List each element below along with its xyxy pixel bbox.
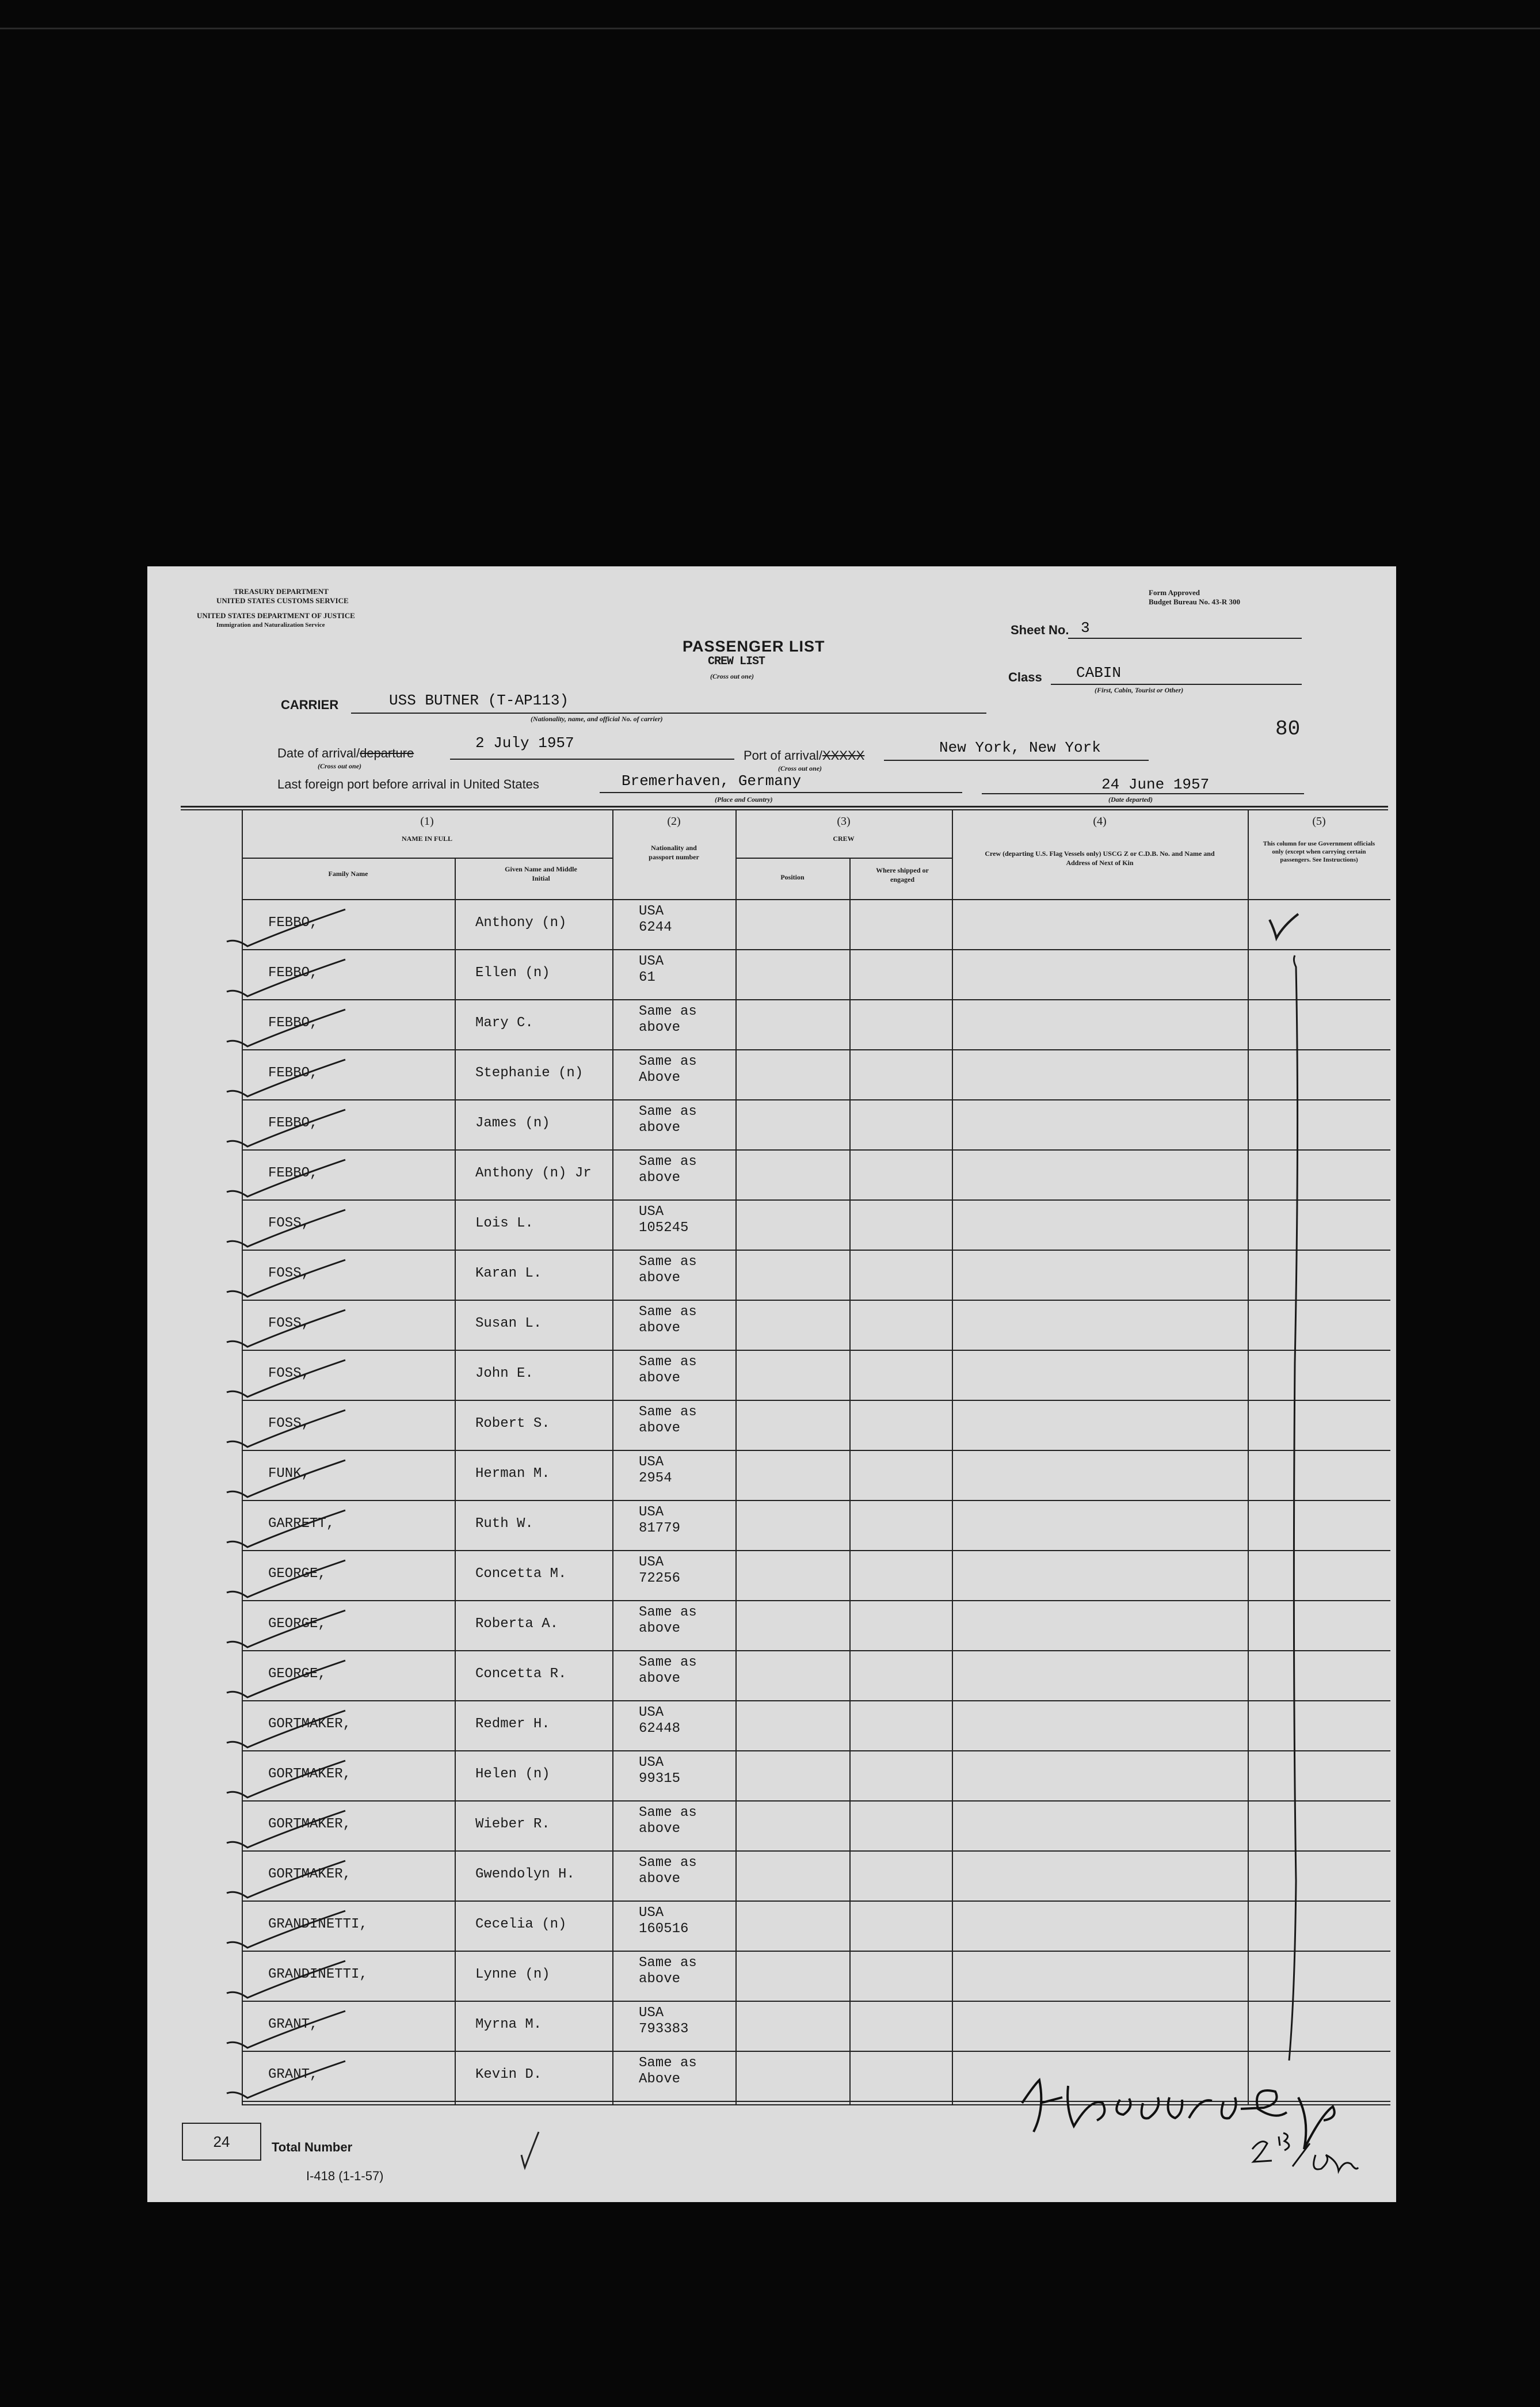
nationality-passport-cell: USA 6244 (639, 904, 672, 935)
given-name-cell: Anthony (n) (475, 915, 567, 931)
date-departed-note: (Date departed) (1108, 795, 1153, 803)
agency-line-3: UNITED STATES DEPARTMENT OF JUSTICE (197, 611, 355, 620)
cross-out-note: (Cross out one) (710, 672, 754, 680)
nationality-passport-cell: Same as above (639, 1354, 697, 1386)
family-name-cell: FOSS, (268, 1266, 310, 1281)
total-number-box: 24 (182, 2123, 261, 2161)
given-name-cell: John E. (475, 1366, 533, 1381)
family-name-cell: GRANT, (268, 2017, 318, 2032)
last-port-underline (600, 792, 962, 793)
total-number-label: Total Number (272, 2140, 353, 2154)
passenger-table (242, 810, 1390, 2105)
class-label: Class (1008, 670, 1042, 684)
col5-header (1248, 815, 1390, 864)
col2-title: Nationality and passport number (649, 844, 699, 861)
given-name-header: Given Name and Middle Initial (505, 865, 577, 882)
family-name-cell: GEORGE, (268, 1566, 326, 1582)
nationality-passport-cell: USA 160516 (639, 1905, 689, 1937)
date-of-arrival-value: 2 July 1957 (475, 734, 574, 752)
table-row (242, 1651, 1390, 1701)
last-port-label: Last foreign port before arrival in United States (277, 777, 539, 791)
official-check-mark (1266, 902, 1335, 2065)
date-label-prefix: Date of arrival/ (277, 746, 360, 760)
class-underline (1051, 684, 1302, 685)
given-name-cell: Helen (n) (475, 1766, 550, 1782)
family-name-cell: FEBBO, (268, 915, 318, 931)
family-name-cell: GEORGE, (268, 1616, 326, 1632)
table-row (242, 1100, 1390, 1151)
nationality-passport-cell: Same as above (639, 1605, 697, 1636)
port-of-arrival-value: New York, New York (939, 739, 1101, 756)
family-name-cell: FEBBO, (268, 1166, 318, 1181)
table-row (242, 1701, 1390, 1751)
col5-number: (5) (1312, 815, 1326, 828)
table-row (242, 1451, 1390, 1501)
date-departed-value: 24 June 1957 (1101, 776, 1210, 793)
family-name-cell: FEBBO, (268, 1065, 318, 1081)
date-of-arrival-label (277, 746, 414, 761)
given-name-cell: Roberta A. (475, 1616, 559, 1632)
table-row (242, 950, 1390, 1000)
family-name-cell: GARRETT, (268, 1516, 335, 1532)
nationality-passport-cell: USA 81779 (639, 1505, 681, 1536)
carrier-underline (351, 713, 986, 714)
col3-title: CREW (833, 835, 855, 843)
col1-title: NAME IN FULL (401, 835, 452, 843)
given-name-cell: Ruth W. (475, 1516, 533, 1532)
table-row (242, 1501, 1390, 1551)
where-shipped-header: Where shipped or engaged (876, 866, 929, 883)
page-title: PASSENGER LIST (683, 638, 825, 655)
nationality-passport-cell: Same as above (639, 1404, 697, 1436)
col4-header (952, 815, 1248, 867)
table-row (242, 1301, 1390, 1351)
family-name-cell: GEORGE, (268, 1666, 326, 1682)
nationality-passport-cell: Same as above (639, 1154, 697, 1186)
family-name-cell: FOSS, (268, 1366, 310, 1381)
nationality-passport-cell: Same as above (639, 1655, 697, 1686)
col2-number: (2) (667, 815, 681, 828)
header-rule-1 (181, 806, 1388, 808)
family-name-cell: GRANDINETTI, (268, 1917, 368, 1932)
given-name-cell: Myrna M. (475, 2017, 542, 2032)
class-note: (First, Cabin, Tourist or Other) (1095, 686, 1184, 694)
col3-header (735, 815, 952, 843)
family-name-cell: GORTMAKER, (268, 1816, 352, 1832)
port-underline (884, 760, 1149, 761)
nationality-passport-cell: Same as above (639, 1304, 697, 1336)
col1-number: (1) (420, 815, 434, 828)
date-departed-underline (982, 793, 1304, 794)
table-row (242, 1251, 1390, 1301)
family-name-cell: FOSS, (268, 1416, 310, 1431)
given-name-cell: Mary C. (475, 1015, 533, 1031)
given-name-cell: Herman M. (475, 1466, 550, 1481)
sheet-label: Sheet No. (1011, 623, 1069, 637)
nationality-passport-cell: Same as above (639, 1855, 697, 1887)
col3-subheader-rule (735, 858, 952, 859)
family-name-cell: GRANT, (268, 2067, 318, 2082)
table-row (242, 1551, 1390, 1601)
port-cross-note: (Cross out one) (778, 764, 822, 772)
table-row (242, 1151, 1390, 1201)
port-label-struck: XXXXX (822, 748, 865, 763)
table-row (242, 1802, 1390, 1852)
family-name-cell: GORTMAKER, (268, 1867, 352, 1882)
table-row (242, 900, 1390, 950)
class-value: CABIN (1076, 664, 1122, 681)
family-name-cell: FOSS, (268, 1316, 310, 1331)
date-underline (450, 759, 734, 760)
nationality-passport-cell: Same as above (639, 1104, 697, 1136)
nationality-passport-cell: Same as Above (639, 1054, 697, 1086)
family-name-cell: GORTMAKER, (268, 1766, 352, 1782)
nationality-passport-cell: USA 105245 (639, 1204, 689, 1236)
given-name-cell: Wieber R. (475, 1816, 550, 1832)
agency-line-4: Immigration and Naturalization Service (216, 622, 325, 629)
given-name-cell: Robert S. (475, 1416, 550, 1431)
given-name-cell: Karan L. (475, 1266, 542, 1281)
family-name-cell: FEBBO, (268, 1015, 318, 1031)
given-name-cell: Ellen (n) (475, 965, 550, 981)
agency-line-2: UNITED STATES CUSTOMS SERVICE (216, 596, 349, 605)
nationality-passport-cell: Same as above (639, 1254, 697, 1286)
col5-title: This column for use Government officials only (except when carrying certain passengers. See Instructions) (1263, 840, 1375, 863)
table-row (242, 1902, 1390, 1952)
col1-subheader-rule (242, 858, 612, 859)
col4-number: (4) (1093, 815, 1107, 828)
nationality-passport-cell: Same as Above (639, 2055, 697, 2087)
family-name-cell: FOSS, (268, 1216, 310, 1231)
carrier-note: (Nationality, name, and official No. of carrier) (531, 715, 663, 723)
col3-number: (3) (837, 815, 851, 828)
family-name-header: Family Name (328, 870, 368, 878)
col2-header (612, 815, 735, 862)
given-name-cell: Susan L. (475, 1316, 542, 1331)
table-row (242, 1952, 1390, 2002)
passenger-list-sheet (147, 566, 1396, 2202)
table-row (242, 1351, 1390, 1401)
form-approved: Form Approved (1149, 588, 1200, 597)
table-row (242, 1401, 1390, 1451)
given-name-cell: Cecelia (n) (475, 1917, 567, 1932)
nationality-passport-cell: USA 99315 (639, 1755, 681, 1787)
agency-line-1: TREASURY DEPARTMENT (234, 587, 329, 596)
given-name-cell: Lynne (n) (475, 1967, 550, 1982)
table-row (242, 2002, 1390, 2052)
top-edge-line (0, 28, 1540, 29)
table-row (242, 1000, 1390, 1050)
date-cross-note: (Cross out one) (318, 762, 362, 770)
table-row (242, 1852, 1390, 1902)
position-header: Position (780, 873, 805, 881)
nationality-passport-cell: USA 72256 (639, 1555, 681, 1586)
given-name-cell: Stephanie (n) (475, 1065, 584, 1081)
nationality-passport-cell: Same as above (639, 1805, 697, 1837)
family-name-cell: GRANDINETTI, (268, 1967, 368, 1982)
inspector-signature (1011, 2063, 1379, 2178)
nationality-passport-cell: Same as above (639, 1004, 697, 1035)
nationality-passport-cell: USA 2954 (639, 1454, 672, 1486)
given-name-cell: Concetta R. (475, 1666, 567, 1682)
port-of-arrival-label (744, 748, 864, 763)
family-name-cell: FEBBO, (268, 965, 318, 981)
nationality-passport-cell: USA 62448 (639, 1705, 681, 1736)
form-number: I-418 (1-1-57) (306, 2169, 384, 2183)
table-row (242, 1050, 1390, 1100)
crew-list-struck: CREW LIST (708, 655, 765, 668)
port-label-prefix: Port of arrival/ (744, 748, 822, 763)
given-name-cell: Lois L. (475, 1216, 533, 1231)
given-name-cell: Anthony (n) Jr (475, 1166, 592, 1181)
given-name-cell: Kevin D. (475, 2067, 542, 2082)
date-label-struck: departure (360, 746, 414, 760)
table-row (242, 1601, 1390, 1651)
carrier-label: CARRIER (281, 698, 339, 712)
given-name-cell: Concetta M. (475, 1566, 567, 1582)
sheet-underline (1068, 638, 1302, 639)
table-row (242, 1201, 1390, 1251)
last-port-note: (Place and Country) (715, 795, 773, 803)
sheet-value: 3 (1081, 619, 1090, 637)
col4-title: Crew (departing U.S. Flag Vessels only) USCG Z or C.D.B. No. and Name and Address of Next of Kin (985, 850, 1215, 867)
family-name-cell: FUNK, (268, 1466, 310, 1481)
nationality-passport-cell: Same as above (639, 1955, 697, 1987)
col1-header (242, 815, 612, 843)
count-number: 80 (1275, 717, 1301, 741)
family-name-cell: FEBBO, (268, 1115, 318, 1131)
given-name-cell: James (n) (475, 1115, 550, 1131)
carrier-value: USS BUTNER (T-AP113) (389, 692, 569, 709)
budget-bureau: Budget Bureau No. 43-R 300 (1149, 597, 1241, 606)
given-name-cell: Gwendolyn H. (475, 1867, 575, 1882)
family-name-cell: GORTMAKER, (268, 1716, 352, 1732)
nationality-passport-cell: USA 61 (639, 954, 664, 985)
given-name-cell: Redmer H. (475, 1716, 550, 1732)
table-row (242, 1751, 1390, 1802)
last-port-value: Bremerhaven, Germany (622, 772, 802, 790)
footer-check-mark (516, 2126, 550, 2172)
nationality-passport-cell: USA 793383 (639, 2005, 689, 2037)
